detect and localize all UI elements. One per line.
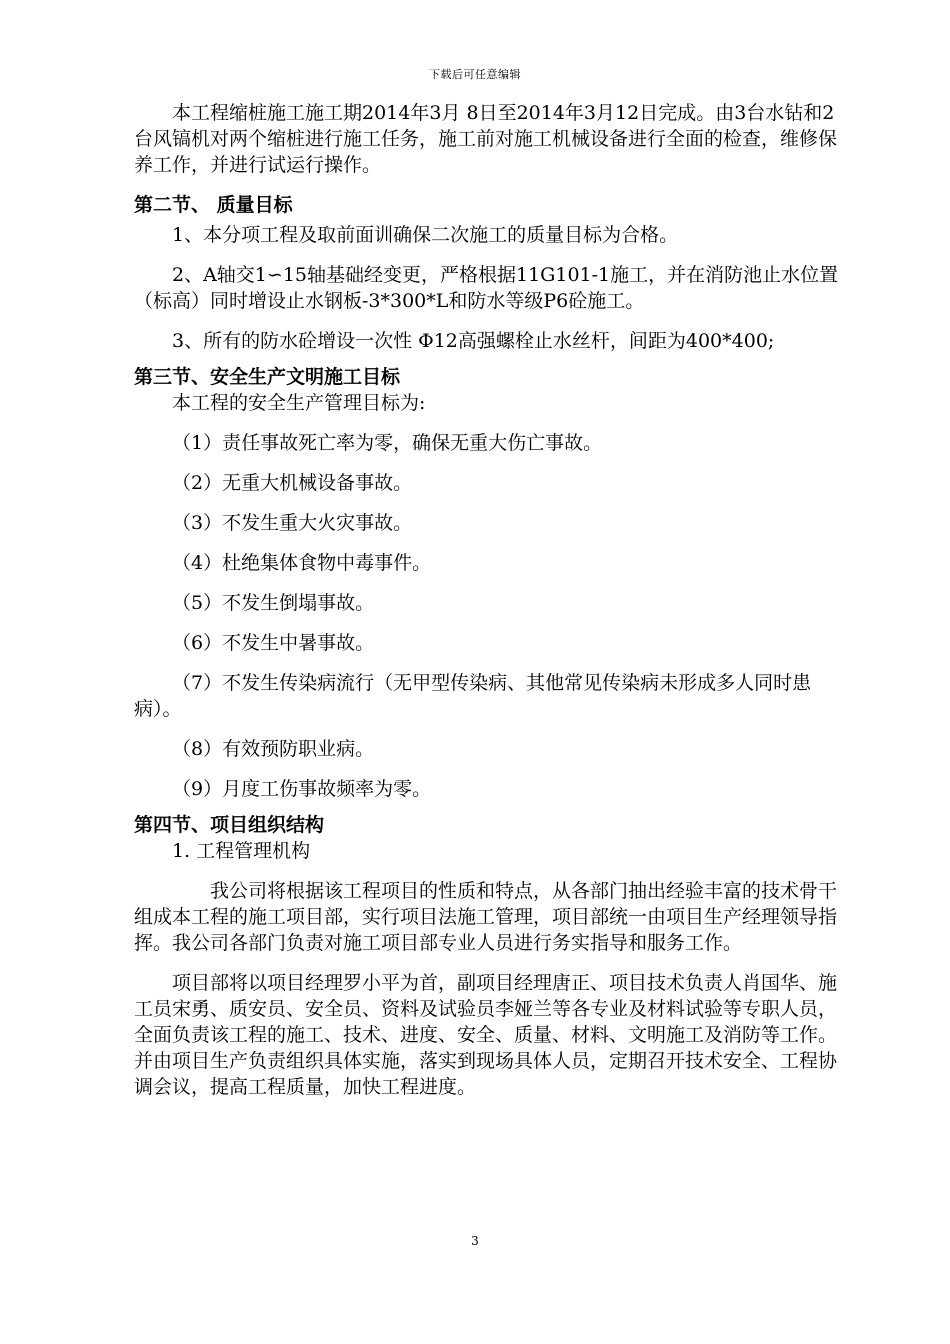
section-lead: 本工程的安全生产管理目标为: bbox=[172, 392, 426, 414]
list-item: 2、A轴交1∽15轴基础经变更，严格根据11G101-1施工，并在消防池止水位置（标高）同时增设止水钢板-3*300*L和防水等级P6砼施工。 bbox=[134, 264, 839, 312]
body-paragraph: 我公司将根据该工程项目的性质和特点，从各部门抽出经验丰富的技术骨干组成本工程的施工项目部，实行项目法施工管理，项目部统一由项目生产经理领导指挥。我公司各部门负责对施工项目部专业人员进行务实指导和服务工作。 bbox=[134, 880, 838, 954]
list-item: 3、所有的防水砼增设一次性 Φ12高强螺栓止水丝杆，间距为400*400; bbox=[172, 330, 775, 352]
intro-paragraph: 本工程缩桩施工施工期2014年3月 8日至2014年3月12日完成。由3台水钻和2台风镐机对两个缩桩进行施工任务，施工前对施工机械设备进行全面的检查，维修保养工作，并进行试运行操作。 bbox=[134, 102, 838, 176]
list-item: （6）不发生中暑事故。 bbox=[172, 632, 375, 654]
list-item: （7）不发生传染病流行（无甲型传染病、其他常见传染病未形成多人同时患病）。 bbox=[134, 672, 812, 720]
list-item: （4）杜绝集体食物中毒事件。 bbox=[172, 552, 432, 574]
page-number: 3 bbox=[471, 1234, 479, 1248]
section-heading: 第二节、 质量目标 bbox=[134, 194, 293, 216]
section-heading: 第四节、项目组织结构 bbox=[134, 814, 325, 836]
list-item: （2）无重大机械设备事故。 bbox=[172, 472, 413, 494]
document-body bbox=[134, 100, 840, 1100]
list-item: （5）不发生倒塌事故。 bbox=[172, 592, 375, 614]
page-header: 下载后可任意编辑 bbox=[429, 68, 521, 81]
list-item: （8）有效预防职业病。 bbox=[172, 738, 375, 760]
list-item: 1、本分项工程及取前面训确保二次施工的质量目标为合格。 bbox=[172, 224, 679, 246]
body-paragraph: 项目部将以项目经理罗小平为首，副项目经理唐正、项目技术负责人肖国华、施工员宋勇、质安员、安全员、资料及试验员李娅兰等各专业及材料试验等专职人员，全面负责该工程的施工、技术、进度、安全、质量、材料、文明施工及消防等工作。并由项目生产负责组织具体实施，落实到现场具体人员，定期召开技术安全、工程协调会议，提高工程质量，加快工程进度。 bbox=[134, 972, 838, 1098]
subsection-title: 1. 工程管理机构 bbox=[172, 840, 311, 862]
list-item: （9）月度工伤事故频率为零。 bbox=[172, 778, 432, 800]
list-item: （1）责任事故死亡率为零，确保无重大伤亡事故。 bbox=[172, 432, 603, 454]
list-item: （3）不发生重大火灾事故。 bbox=[172, 512, 413, 534]
section-heading: 第三节、安全生产文明施工目标 bbox=[134, 366, 401, 388]
